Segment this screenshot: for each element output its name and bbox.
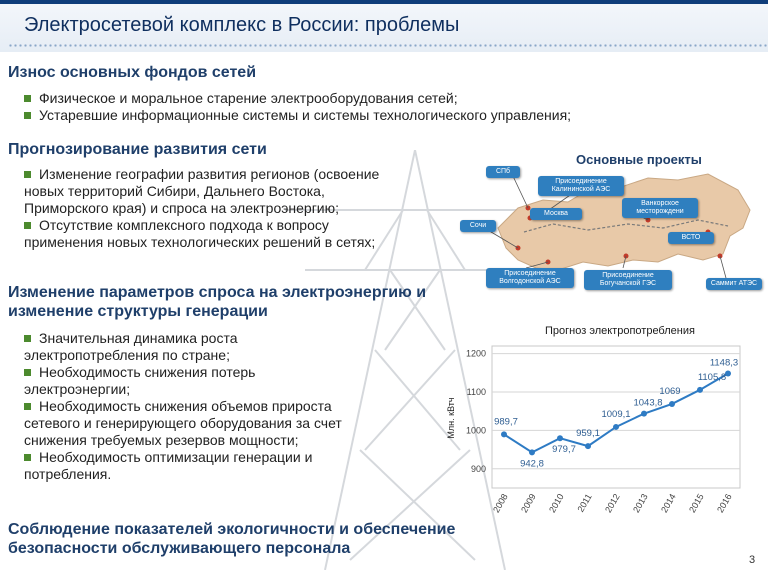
list-item: Устаревшие информационные системы и системы технологического управления; <box>24 107 571 124</box>
chart-point <box>641 411 647 417</box>
chart-x-tick-label: 2009 <box>519 492 538 515</box>
map-tag-kaliningrad: Присоединение Калининской АЭС <box>538 176 624 196</box>
list-item-continuation: потребления. <box>24 466 112 482</box>
map-tag-vsto: ВСТО <box>668 232 714 244</box>
square-bullet-icon <box>24 454 31 461</box>
chart-data-label: 1043,8 <box>633 397 663 409</box>
section-heading-forecast: Прогнозирование развития сети <box>8 141 267 158</box>
section-heading-ecology: Соблюдение показателей экологичности и обеспечение безопасности обслуживающего персонала <box>8 521 456 557</box>
chart-point <box>669 401 675 407</box>
square-bullet-icon <box>24 171 31 178</box>
consumption-forecast-chart <box>440 322 765 572</box>
chart-data-label: 979,7 <box>552 444 576 456</box>
chart-x-tick-label: 2016 <box>715 492 734 515</box>
map-tag-apec: Саммит АТЭС <box>706 278 762 290</box>
square-bullet-icon <box>24 222 31 229</box>
chart-x-tick-label: 2011 <box>575 492 594 514</box>
chart-point <box>529 449 535 455</box>
list-item: Необходимость снижения объемов прироста <box>24 398 342 415</box>
list-item: Значительная динамика роста <box>24 330 342 347</box>
chart-point <box>613 424 619 430</box>
list-item: Отсутствие комплексного подхода к вопросу <box>24 217 379 234</box>
title-bar <box>0 0 768 52</box>
map-tag-sochi: Сочи <box>460 220 496 232</box>
chart-y-axis-label: Млн. кВтч <box>446 397 456 439</box>
chart-data-label: 1105,8 <box>697 371 727 383</box>
slide-title: Электросетевой комплекс в России: проблемы <box>24 14 460 36</box>
chart-x-tick-label: 2014 <box>659 492 678 515</box>
chart-point <box>697 387 703 393</box>
chart-data-label: 1069 <box>659 385 681 397</box>
list-item-continuation: новых территорий Сибири, Дальнего Востока, <box>24 183 325 199</box>
list-item: Физическое и моральное старение электрооборудования сетей; <box>24 90 571 107</box>
chart-data-label: 1148,3 <box>709 357 739 369</box>
title-accent-bar <box>0 0 768 4</box>
map-tag-moscow: Москва <box>530 208 582 220</box>
square-bullet-icon <box>24 403 31 410</box>
square-bullet-icon <box>24 112 31 119</box>
chart-data-label: 1009,1 <box>601 408 631 420</box>
map-tag-boguchany: Присоединение Богучанской ГЭС <box>584 270 672 290</box>
chart-data-label: 959,1 <box>576 428 600 440</box>
list-item: Необходимость снижения потерь <box>24 364 342 381</box>
square-bullet-icon <box>24 335 31 342</box>
section-list-forecast <box>24 166 379 251</box>
map-tag-volgodonsk: Присоединение Волгодонской АЭС <box>486 268 574 288</box>
chart-y-tick-label: 1200 <box>465 348 486 359</box>
section-list-demand <box>24 330 342 483</box>
section-heading-demand: Изменение параметров спроса на электроэнергию и изменение структуры генерации <box>8 284 427 320</box>
square-bullet-icon <box>24 369 31 376</box>
list-item-continuation: электропотребления по стране; <box>24 347 230 363</box>
section-list-wear <box>24 90 571 124</box>
list-item-continuation: Приморского края) и спроса на электроэнергию; <box>24 200 340 216</box>
map-tag-vankor: Ванкорское месторождени <box>622 198 698 218</box>
chart-y-tick-label: 1000 <box>465 425 486 436</box>
dotted-divider <box>8 44 768 47</box>
list-item-continuation: снижения требуемых резервов мощности; <box>24 432 299 448</box>
chart-x-tick-label: 2010 <box>547 492 566 515</box>
chart-y-tick-label: 900 <box>470 463 486 474</box>
page-number: 3 <box>749 554 756 566</box>
chart-y-tick-label: 1100 <box>466 387 486 398</box>
chart-data-label: 942,8 <box>520 458 544 470</box>
list-item-continuation: применения новых технологических решений в сетях; <box>24 234 376 250</box>
chart-x-tick-label: 2008 <box>491 492 510 515</box>
section-heading-wear: Износ основных фондов сетей <box>8 64 257 81</box>
map-tag-spb: СПб <box>486 166 520 178</box>
square-bullet-icon <box>24 95 31 102</box>
chart-x-tick-label: 2012 <box>603 492 622 515</box>
list-item-continuation: электроэнергии; <box>24 381 131 397</box>
chart-title: Прогноз электропотребления <box>545 325 695 337</box>
chart-data-label: 989,7 <box>494 416 518 428</box>
chart-x-tick-label: 2013 <box>631 492 650 515</box>
map-title: Основные проекты <box>576 152 702 167</box>
chart-point <box>557 435 563 441</box>
chart-point <box>501 431 507 437</box>
list-item: Изменение географии развития регионов (освоение <box>24 166 379 183</box>
chart-x-tick-label: 2015 <box>687 492 706 515</box>
list-item-continuation: сетевого и генерирующего оборудования за счет <box>24 415 342 431</box>
list-item: Необходимость оптимизации генерации и <box>24 449 342 466</box>
chart-point <box>585 443 591 449</box>
